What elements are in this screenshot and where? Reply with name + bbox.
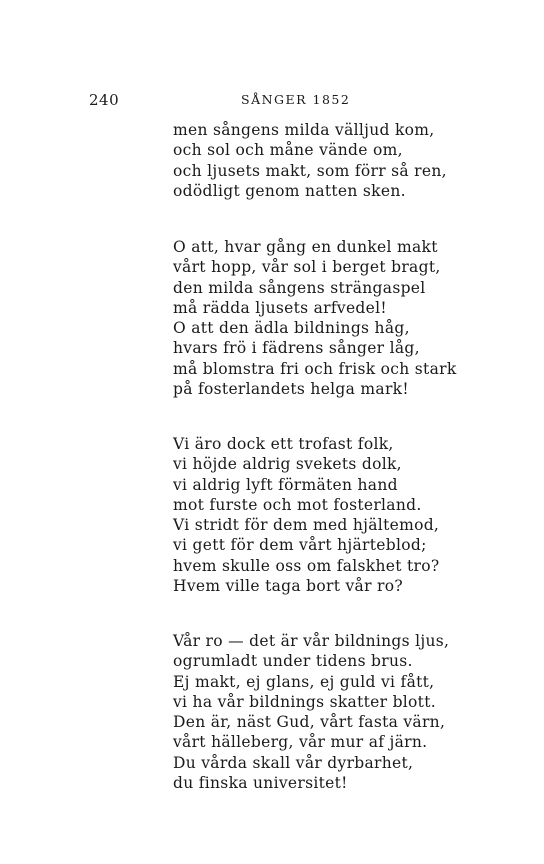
verse-line: Ej makt, ej glans, ej guld vi fått,	[173, 672, 435, 691]
verse-line: odödligt genom natten sken.	[173, 181, 406, 200]
verse-line: vi ha vår bildnings skatter blott.	[173, 692, 436, 711]
stanza-3	[173, 434, 453, 596]
verse-line: O att, hvar gång en dunkel makt	[173, 238, 438, 256]
verse-line: den milda sångens strängaspel	[173, 278, 426, 297]
stanza-1	[173, 120, 453, 201]
verse-line: Vi stridt för dem med hjältemod,	[173, 516, 440, 535]
verse-line: vårt hopp, vår sol i berget bragt,	[173, 258, 441, 277]
verse-line: vi höjde aldrig svekets dolk,	[173, 455, 402, 474]
verse-line: må rädda ljusets arfvedel!	[173, 298, 387, 317]
verse-line: du finska universitet!	[173, 774, 348, 793]
verse-line: må blomstra fri och frisk och stark	[173, 359, 457, 378]
page-number: 240	[89, 91, 120, 109]
verse-line: Vår ro — det är vår bildnings ljus,	[173, 632, 450, 650]
verse-line: och ljusets makt, som förr så ren,	[173, 161, 447, 180]
verse-line: vårt hälleberg, vår mur af järn.	[173, 733, 428, 752]
verse-line: O att den ädla bildnings håg,	[173, 319, 410, 338]
stanza-2	[173, 237, 457, 399]
verse-line: Hvem ville taga bort vår ro?	[173, 577, 403, 596]
verse-line: hvem skulle oss om falskhet tro?	[173, 556, 440, 575]
verse-line: vi aldrig lyft förmäten hand	[173, 475, 398, 494]
verse-line: Du vårda skall vår dyrbarhet,	[173, 753, 414, 772]
verse-line: men sångens milda välljud kom,	[173, 121, 435, 139]
stanza-4	[173, 631, 453, 793]
verse-line: Den är, näst Gud, vårt fasta värn,	[173, 713, 446, 732]
verse-line: ogrumladt under tidens brus.	[173, 652, 413, 671]
verse-line: och sol och måne vände om,	[173, 141, 403, 160]
verse-line: vi gett för dem vårt hjärteblod;	[173, 536, 427, 555]
verse-line: hvars frö i fädrens sånger låg,	[173, 339, 420, 358]
verse-line: på fosterlandets helga mark!	[173, 380, 409, 399]
verse-line: Vi äro dock ett trofast folk,	[173, 435, 394, 453]
running-head: SÅNGER 1852	[241, 92, 351, 107]
verse-line: mot furste och mot fosterland.	[173, 495, 422, 514]
